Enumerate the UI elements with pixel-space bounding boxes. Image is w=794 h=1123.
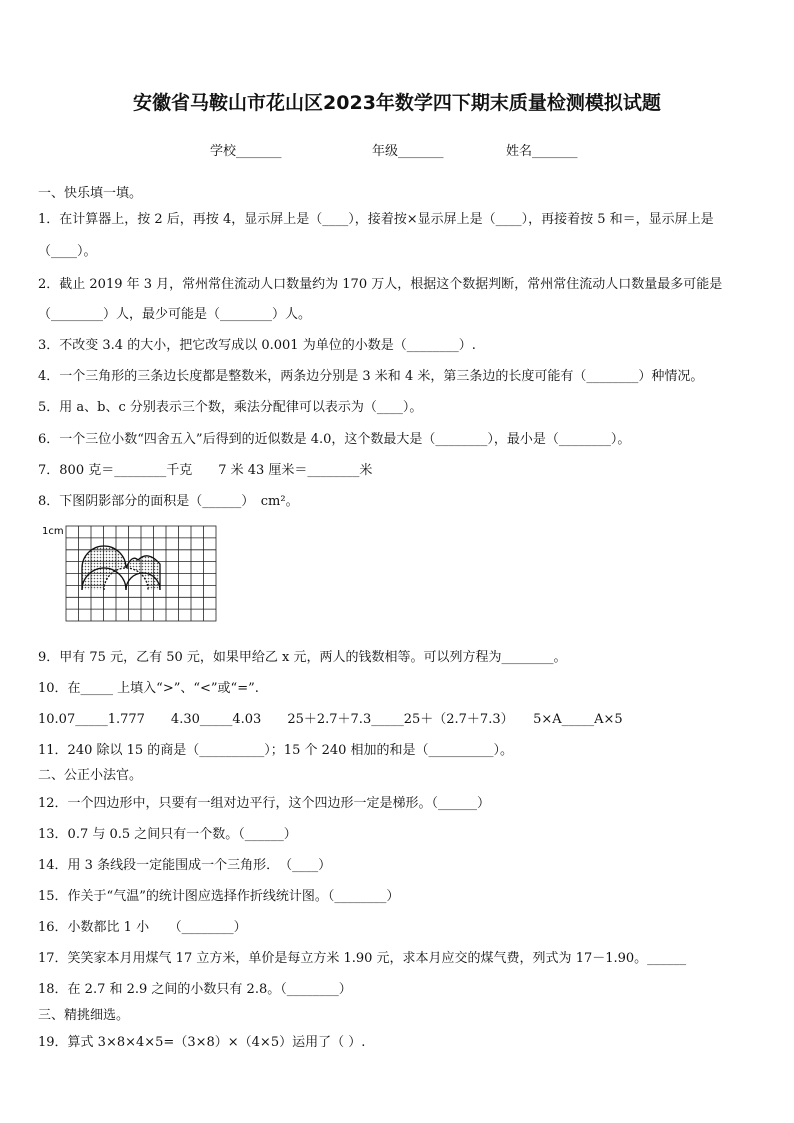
question-line: 10．在_____ 上填入“>”、“<”或“=”. [38,681,259,696]
question-line: 2．截止 2019 年 3 月，常州常住流动人口数量约为 170 万人，根据这个数据判断，常州常住流动人口数量最多可能是 [38,277,723,292]
question-line: 19．算式 3×8×4×5=（3×8）×（4×5）运用了（ ）. [38,1035,366,1050]
question-line: 3．不改变 3.4 的大小，把它改写成以 0.001 为单位的小数是（________）. [38,338,476,353]
question-line: 11．240 除以 15 的商是（__________）；15 个 240 相加的和是（__________）。 [38,743,514,758]
question-line: 8．下图阴影部分的面积是（______） cm²。 [38,494,299,509]
question-line: 14．用 3 条线段一定能围成一个三角形． （____） [38,858,332,873]
question-line: （____）。 [38,244,97,259]
section-heading: 二、公正小法官。 [38,768,143,783]
question-line: （________）人，最少可能是（________）人。 [38,307,312,322]
question-line: 4．一个三角形的三条边长度都是整数米，两条边分别是 3 米和 4 米，第三条边的长度可能有（________）种情况。 [38,369,704,384]
question-line: 1．在计算器上，按 2 后，再按 4，显示屏上是（____），接着按×显示屏上是（____），再接着按 5 和＝，显示屏上是 [38,212,714,227]
grid-figure [42,520,222,630]
question-line: 17．笑笑家本月用煤气 17 立方米，单价是每立方米 1.90 元，求本月应交的煤气费，列式为 17－1.90。______ [38,951,687,966]
section-heading: 一、快乐填一填。 [38,186,143,201]
comparison-line: 10.07_____1.777 4.30_____4.03 25＋2.7＋7.3_____25＋（2.7＋7.3） 5×A_____A×5 [38,712,623,727]
unit-label: 1cm [42,526,64,537]
question-line: 16．小数都比 1 小 （________） [38,920,247,935]
question-line: 9．甲有 75 元，乙有 50 元，如果甲给乙 x 元，两人的钱数相等。可以列方程为________。 [38,650,567,665]
question-line: 15．作关于“气温”的统计图应选择作折线统计图。（________） [38,889,400,904]
question-line: 7．800 克＝________千克 7 米 43 厘米＝________米 [38,463,373,478]
question-line: 12．一个四边形中，只要有一组对边平行，这个四边形一定是梯形。（______） [38,796,491,811]
school-field: 学校_______ [210,144,282,159]
question-line: 18．在 2.7 和 2.9 之间的小数只有 2.8。（________） [38,982,352,997]
section-heading: 三、精挑细选。 [38,1008,130,1023]
question-line: 13．0.7 与 0.5 之间只有一个数。（______） [38,827,297,842]
question-line: 6．一个三位小数“四舍五入”后得到的近似数是 4.0，这个数最大是（________），最小是（________）。 [38,432,631,447]
grade-field: 年级_______ [372,144,444,159]
name-field: 姓名_______ [506,144,578,159]
shaded-area-diagram [42,520,222,626]
page-title: 安徽省马鞍山市花山区2023年数学四下期末质量检测模拟试题 [133,92,661,114]
question-line: 5．用 a、b、c 分别表示三个数，乘法分配律可以表示为（____）。 [38,400,423,415]
